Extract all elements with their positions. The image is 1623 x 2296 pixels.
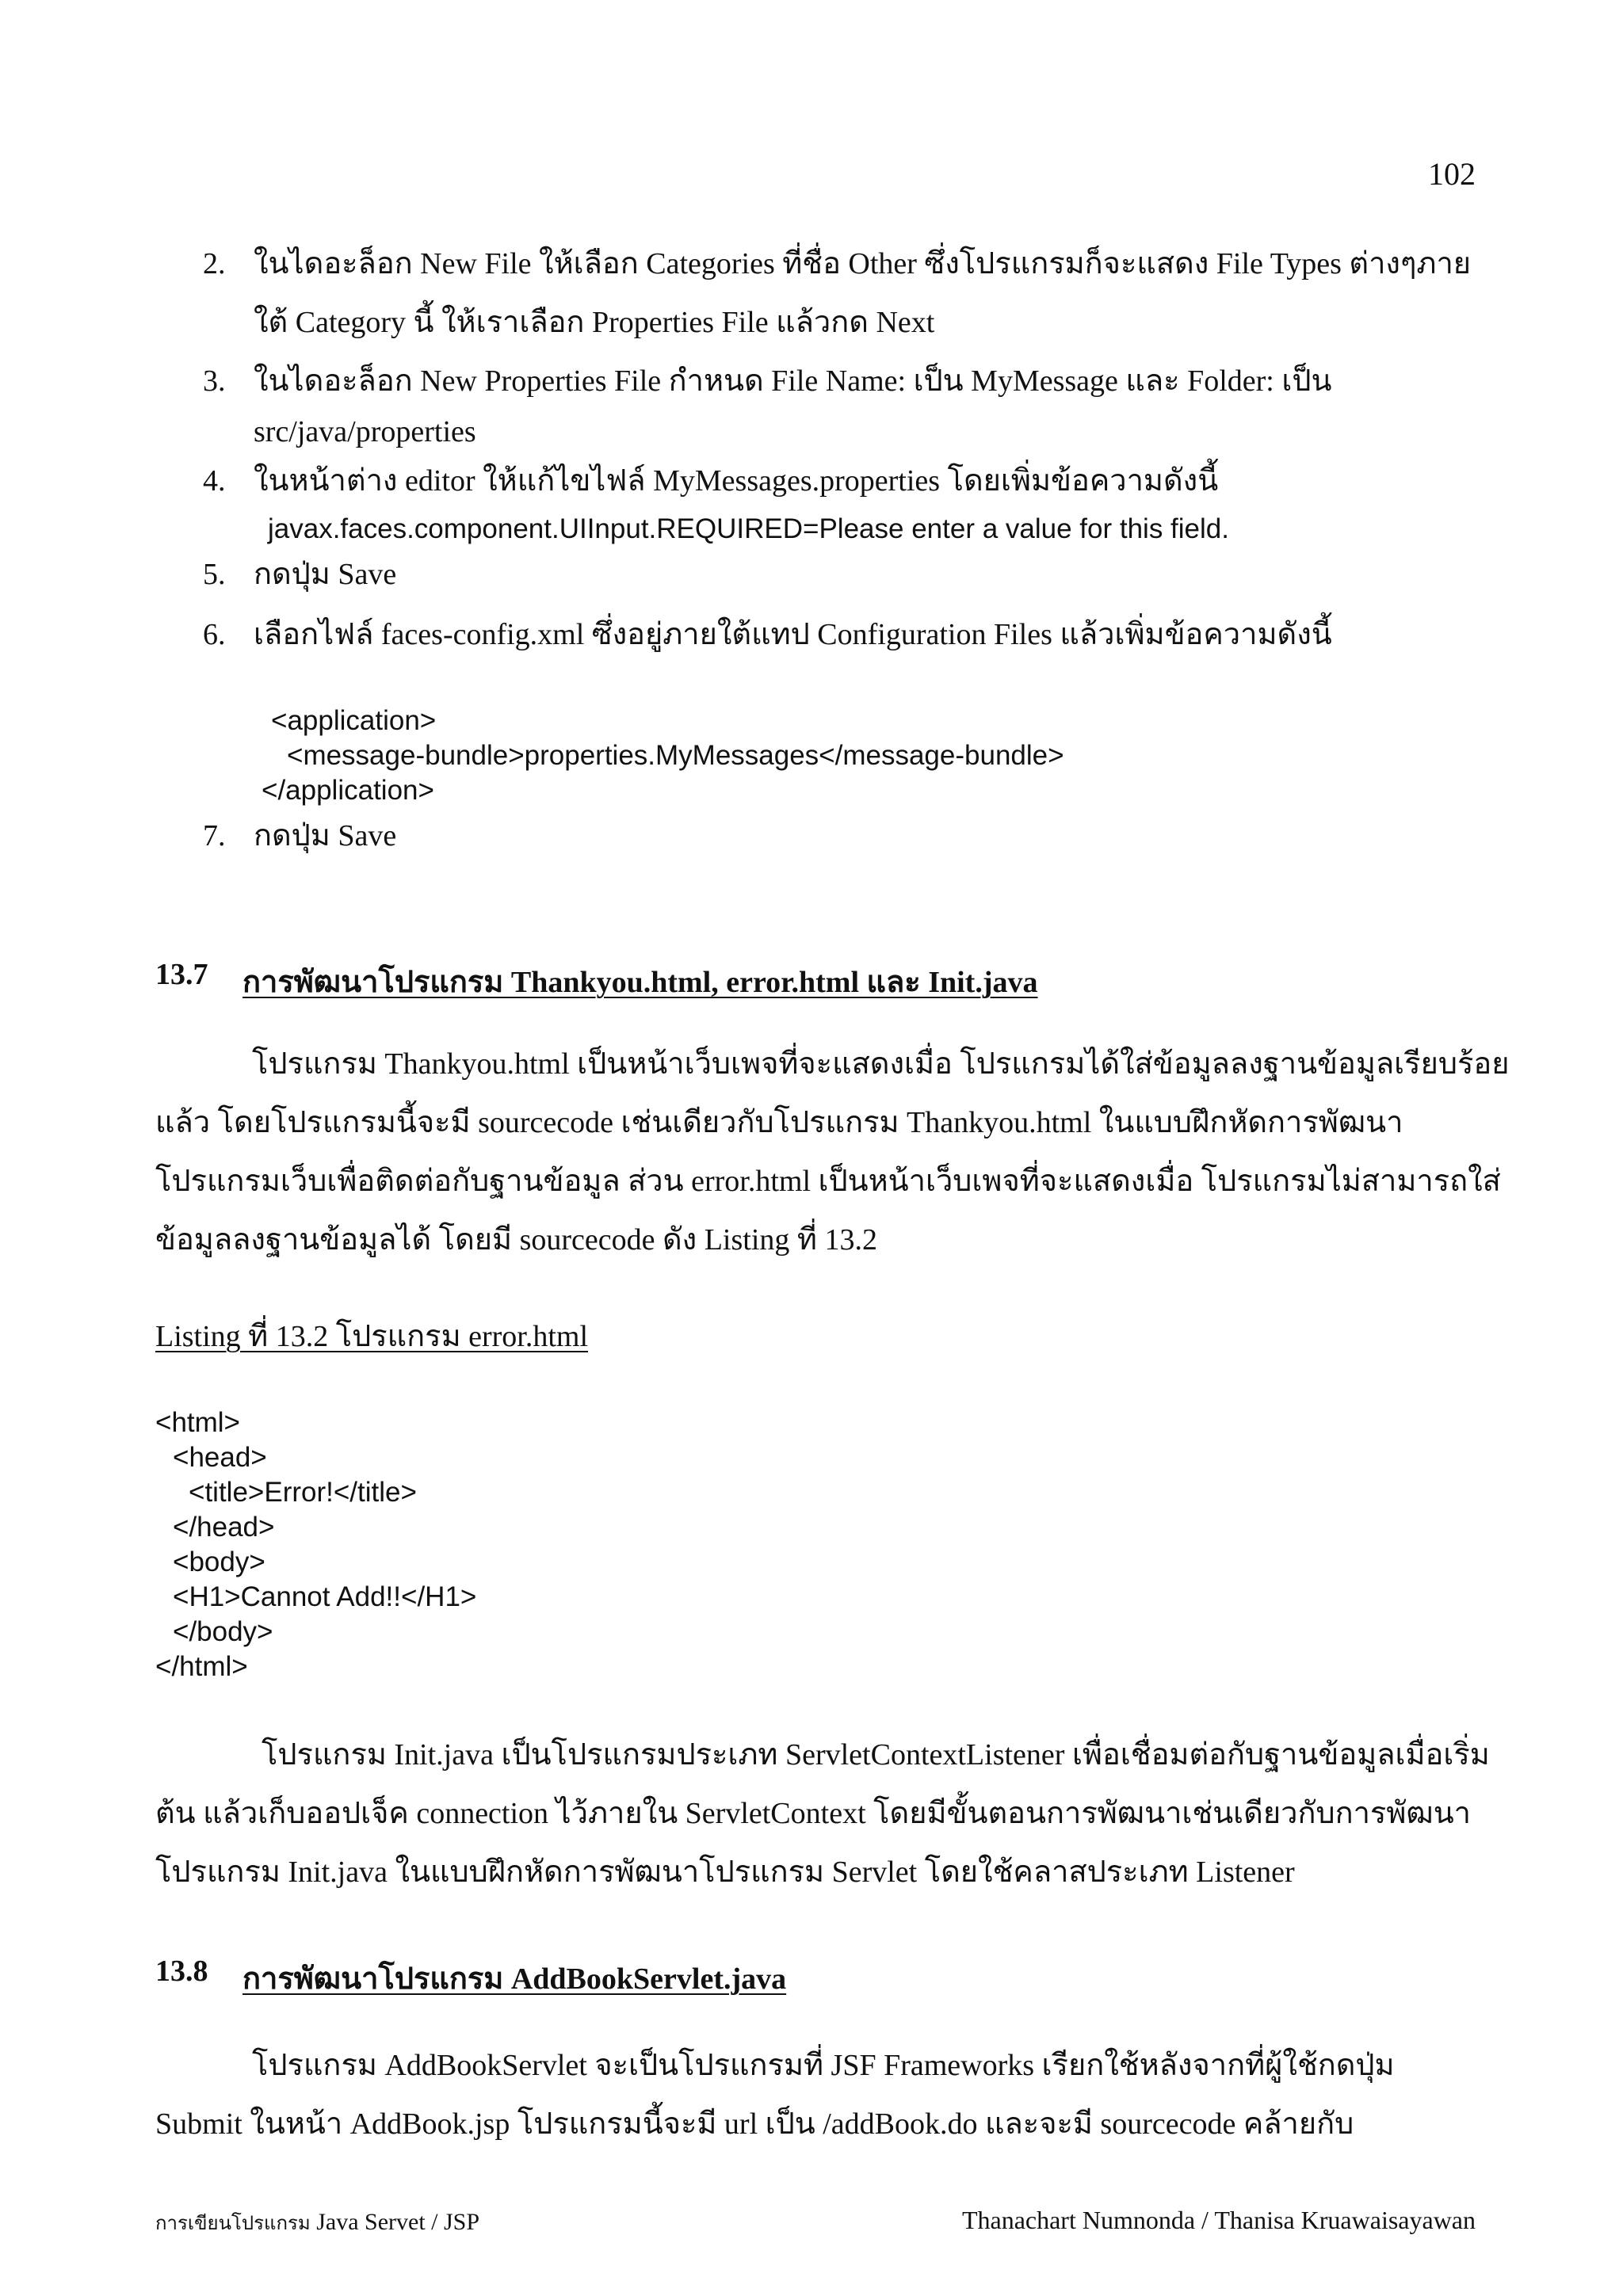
step-text: กดปุ่ม Save	[254, 558, 397, 591]
listing-code-line: </head>	[173, 1512, 275, 1543]
listing-code-line: </body>	[173, 1616, 273, 1647]
listing-code-line: <body>	[173, 1547, 265, 1577]
listing-code-line: <html>	[155, 1407, 240, 1438]
paragraph-line: แล้ว โดยโปรแกรมนี้จะมี sourcecode เช่นเดียวกับโปรแกรม Thankyou.html ในแบบฝึกหัดการพัฒนา	[155, 1106, 1403, 1139]
footer-thai-label: การเขียนโปรแกรม	[155, 2214, 311, 2234]
section-number: 13.7	[155, 958, 208, 991]
paragraph-line: โปรแกรมเว็บเพื่อติดต่อกับฐานข้อมูล ส่วน error.html เป็นหน้าเว็บเพจที่จะแสดงเมื่อ โปรแกรมไม่สามารถใส่	[155, 1165, 1501, 1198]
listing-code-line: <H1>Cannot Add!!</H1>	[173, 1581, 477, 1612]
properties-code-line: javax.faces.component.UIInput.REQUIRED=Please enter a value for this field.	[268, 513, 1229, 544]
step-text: ในหน้าต่าง editor ให้แก้ไขไฟล์ MyMessages.properties โดยเพิ่มข้อความดังนี้	[254, 464, 1219, 498]
step-number: 4.	[203, 464, 226, 498]
footer-book-title	[155, 2207, 479, 2238]
paragraph-line: Submit ในหน้า AddBook.jsp โปรแกรมนี้จะมี url เป็น /addBook.do และจะมี sourcecode คล้ายกับ	[155, 2107, 1354, 2141]
step-number: 6.	[203, 618, 226, 651]
step-text: src/java/properties	[254, 415, 476, 448]
listing-code-line: <head>	[173, 1442, 267, 1473]
footer-course-name: Java Servet / JSP	[316, 2209, 480, 2235]
section-title: การพัฒนาโปรแกรม AddBookServlet.java	[242, 1962, 787, 1996]
step-number: 7.	[203, 819, 226, 852]
paragraph-line: โปรแกรม AddBookServlet จะเป็นโปรแกรมที่ JSF Frameworks เรียกใช้หลังจากที่ผู้ใช้กดปุ่ม	[252, 2049, 1395, 2082]
section-title: การพัฒนาโปรแกรม Thankyou.html, error.html และ Init.java	[242, 966, 1038, 999]
paragraph-line: ข้อมูลลงฐานข้อมูลได้ โดยมี sourcecode ดัง Listing ที่ 13.2	[155, 1223, 877, 1257]
step-number: 3.	[203, 364, 226, 398]
step-text: เลือกไฟล์ faces-config.xml ซึ่งอยู่ภายใต้แทป Configuration Files แล้วเพิ่มข้อความดังนี้	[254, 618, 1332, 651]
listing-code-line: <title>Error!</title>	[189, 1477, 417, 1508]
step-text: ในไดอะล็อก New Properties File กำหนด File Name: เป็น MyMessage และ Folder: เป็น	[254, 364, 1332, 398]
config-code-line: </application>	[262, 775, 434, 806]
paragraph-line: ต้น แล้วเก็บออปเจ็ค connection ไว้ภายใน ServletContext โดยมีขั้นตอนการพัฒนาเช่นเดียวกับการพัฒนา	[155, 1797, 1472, 1830]
step-number: 2.	[203, 247, 226, 280]
step-number: 5.	[203, 558, 226, 591]
section-number: 13.8	[155, 1955, 208, 1988]
listing-code-line: </html>	[155, 1651, 248, 1682]
step-text: กดปุ่ม Save	[254, 819, 397, 852]
config-code-line: <message-bundle>properties.MyMessages</message-bundle>	[287, 740, 1064, 771]
listing-caption: Listing ที่ 13.2 โปรแกรม error.html	[155, 1320, 589, 1353]
step-text: ใต้ Category นี้ ให้เราเลือก Properties File แล้วกด Next	[254, 306, 935, 339]
footer-authors: Thanachart Numnonda / Thanisa Kruawaisayawan	[961, 2206, 1476, 2234]
paragraph-line: โปรแกรม Init.java เป็นโปรแกรมประเภท ServletContextListener เพื่อเชื่อมต่อกับฐานข้อมูลเมื่อเริ่ม	[262, 1738, 1490, 1772]
page-number: 102	[1428, 156, 1476, 192]
paragraph-line: โปรแกรม Thankyou.html เป็นหน้าเว็บเพจที่จะแสดงเมื่อ โปรแกรมได้ใส่ข้อมูลลงฐานข้อมูลเรียบร้อย	[252, 1047, 1510, 1081]
paragraph-line: โปรแกรม Init.java ในแบบฝึกหัดการพัฒนาโปรแกรม Servlet โดยใช้คลาสประเภท Listener	[155, 1855, 1295, 1889]
config-code-line: <application>	[271, 705, 437, 736]
step-text: ในไดอะล็อก New File ให้เลือก Categories ที่ชื่อ Other ซึ่งโปรแกรมก็จะแสดง File Types ต่างๆภาย	[254, 247, 1472, 280]
